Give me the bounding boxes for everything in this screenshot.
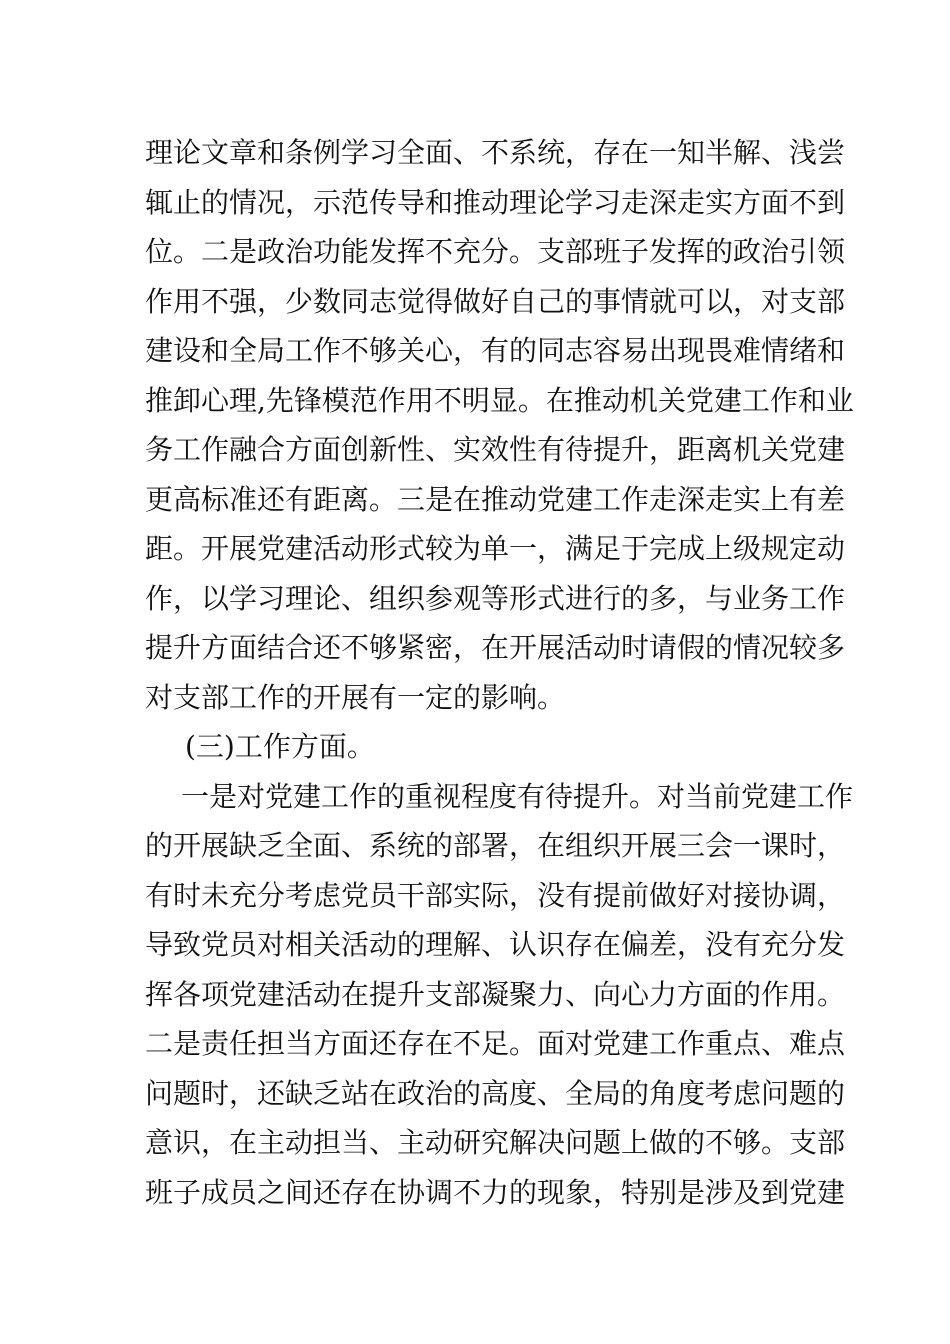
text-line: 推卸心理,先锋模范作用不明显。在推动机关党建工作和业 xyxy=(145,383,854,417)
text-line: 对支部工作的开展有一定的影响。 xyxy=(145,680,566,714)
section-heading: (三)工作方面。 xyxy=(185,730,375,763)
text-line: 二是责任担当方面还存在不足。面对党建工作重点、难点 xyxy=(145,1027,846,1060)
document-body xyxy=(145,128,854,1217)
text-line: 意识，在主动担当、主动研究解决问题上做的不够。支部 xyxy=(145,1126,846,1159)
paragraph-work-aspect xyxy=(145,772,854,1218)
text-line: 建设和全局工作不够关心，有的同志容易出现畏难情绪和 xyxy=(145,334,846,367)
text-line: 更高标准还有距离。三是在推动党建工作走深走实上有差 xyxy=(145,482,846,516)
text-line: 作用不强，少数同志觉得做好自己的事情就可以，对支部 xyxy=(145,284,846,318)
text-line: 理论文章和条例学习全面、不系统，存在一知半解、浅尝 xyxy=(145,136,846,169)
text-line: 班子成员之间还存在协调不力的现象，特别是涉及到党建 xyxy=(145,1175,846,1209)
text-line: 提升方面结合还不够紧密，在开展活动时请假的情况较多 xyxy=(145,631,846,664)
text-line: 挥各项党建活动在提升支部凝聚力、向心力方面的作用。 xyxy=(145,977,846,1011)
text-line: 务工作融合方面创新性、实效性有待提升，距离机关党建 xyxy=(145,433,846,466)
text-line: 一是对党建工作的重视程度有待提升。对当前党建工作 xyxy=(181,779,854,813)
text-line: 问题时，还缺乏站在政治的高度、全局的角度考虑问题的 xyxy=(145,1076,846,1110)
paragraph-party-building-function xyxy=(145,128,854,722)
text-line: 导致党员对相关活动的理解、认识存在偏差，没有充分发 xyxy=(145,928,846,961)
text-line: 的开展缺乏全面、系统的部署，在组织开展三会一课时， xyxy=(145,829,846,862)
text-line: 距。开展党建活动形式较为单一，满足于完成上级规定动 xyxy=(145,532,846,565)
text-line: 位。二是政治功能发挥不充分。支部班子发挥的政治引领 xyxy=(145,235,846,268)
text-line: 辄止的情况，示范传导和推动理论学习走深走实方面不到 xyxy=(145,185,846,219)
text-line: 作，以学习理论、组织参观等形式进行的多，与业务工作 xyxy=(145,581,846,615)
text-line: 有时未充分考虑党员干部实际，没有提前做好对接协调， xyxy=(145,878,846,912)
